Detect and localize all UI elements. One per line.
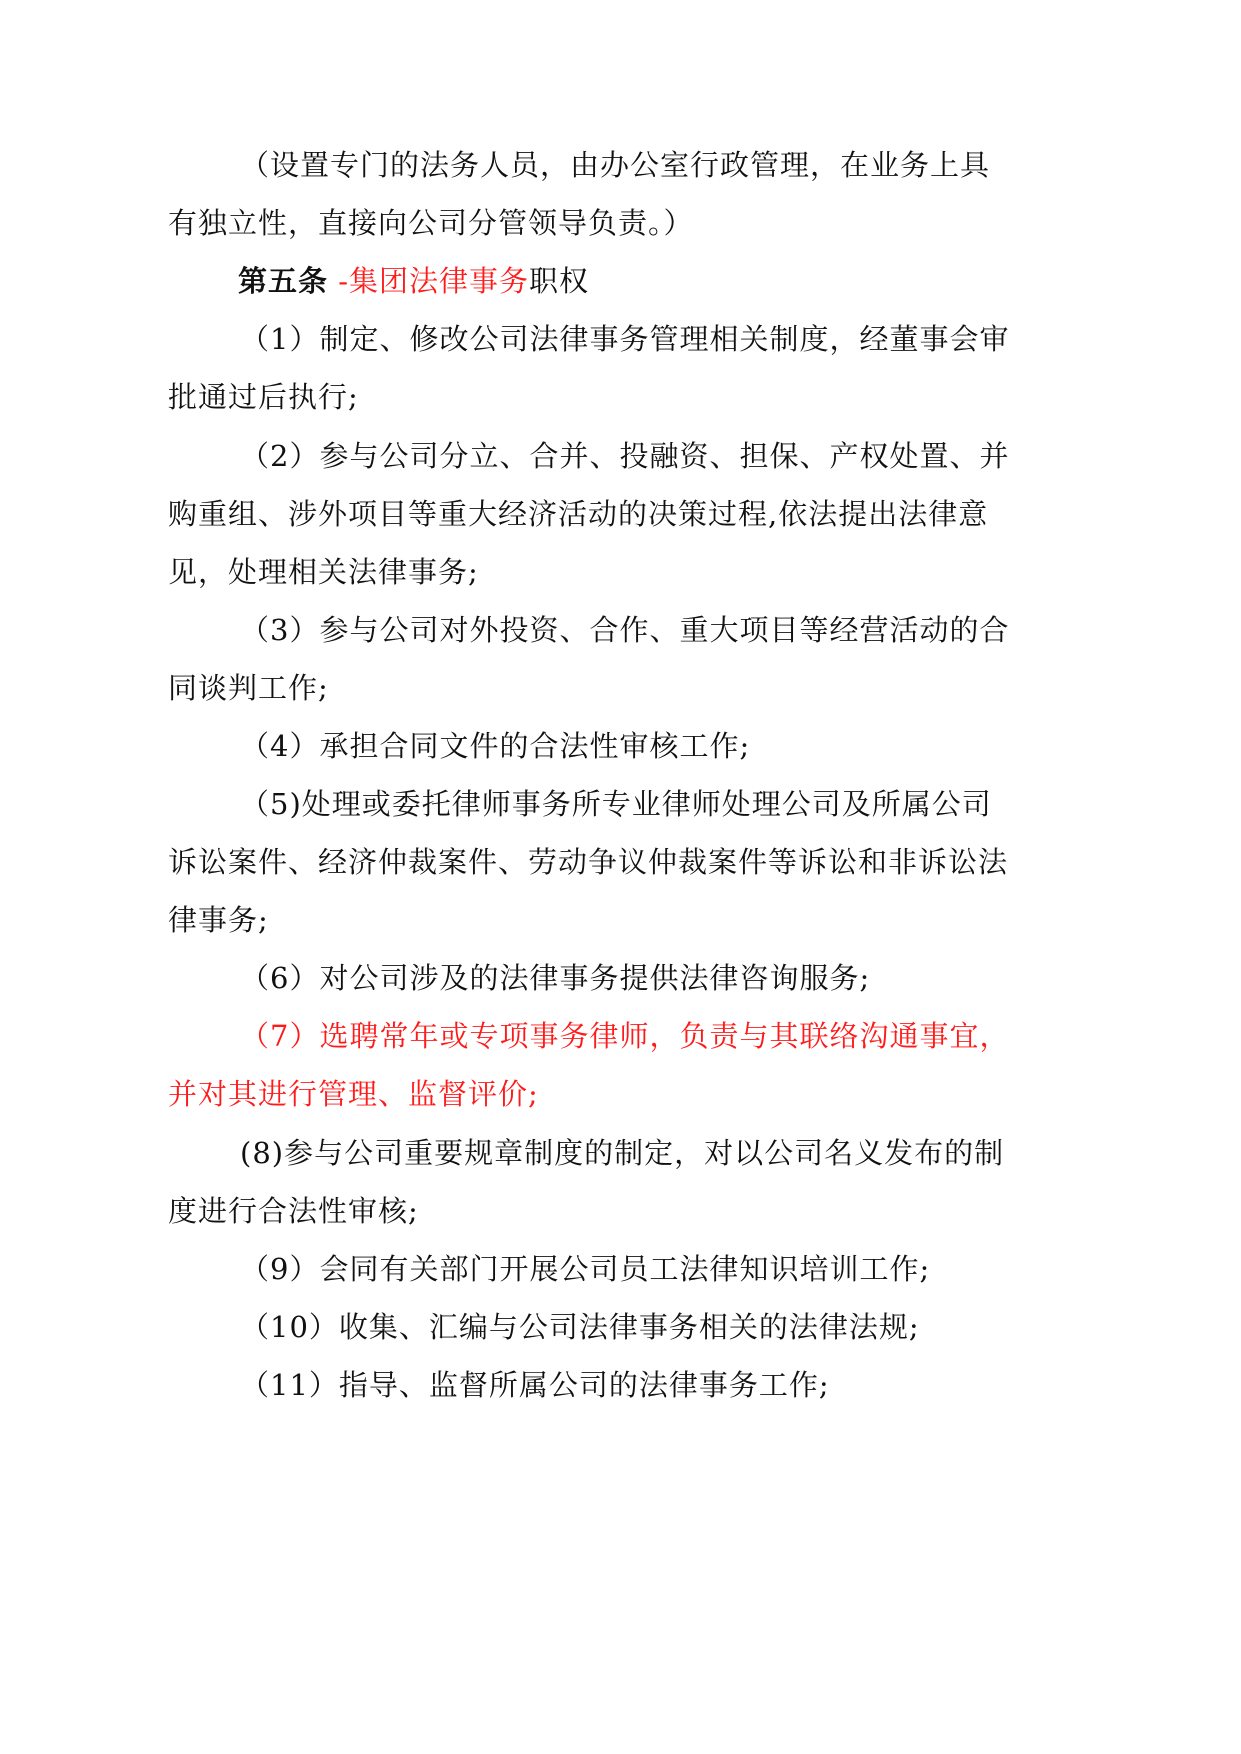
paragraph-line: （5)处理或委托律师事务所专业律师处理公司及所属公司 xyxy=(240,787,992,821)
paragraph-line: 同谈判工作; xyxy=(168,671,329,705)
paragraph-line: 购重组、涉外项目等重大经济活动的决策过程,依法提出法律意 xyxy=(168,497,989,531)
paragraph-line: 律事务; xyxy=(168,903,269,937)
paragraph-line: （10）收集、汇编与公司法律事务相关的法律法规; xyxy=(240,1310,920,1344)
paragraph-line: （6）对公司涉及的法律事务提供法律咨询服务; xyxy=(240,961,871,995)
article-heading xyxy=(238,261,589,301)
paragraph-line: （2）参与公司分立、合并、投融资、担保、产权处置、并 xyxy=(240,439,1010,473)
paragraph-line: 批通过后执行; xyxy=(168,380,359,414)
paragraph-line: 诉讼案件、经济仲裁案件、劳动争议仲裁案件等诉讼和非诉讼法 xyxy=(168,845,1009,879)
paragraph-line: 有独立性，直接向公司分管领导负责。） xyxy=(168,206,694,240)
paragraph-line: （4）承担合同文件的合法性审核工作; xyxy=(240,729,751,763)
paragraph-line: （1）制定、修改公司法律事务管理相关制度，经董事会审 xyxy=(240,322,1010,356)
article-title-rest: 职权 xyxy=(529,264,590,298)
paragraph-line: （11）指导、监督所属公司的法律事务工作; xyxy=(240,1368,830,1402)
paragraph-line-highlight: 并对其进行管理、监督评价; xyxy=(168,1077,539,1111)
paragraph-line: （3）参与公司对外投资、合作、重大项目等经营活动的合 xyxy=(240,613,1010,647)
paragraph-line: （设置专门的法务人员，由办公室行政管理，在业务上具 xyxy=(240,148,991,182)
paragraph-line: （9）会同有关部门开展公司员工法律知识培训工作; xyxy=(240,1252,931,1286)
paragraph-line: 度进行合法性审核; xyxy=(168,1194,419,1228)
paragraph-line-highlight: （7）选聘常年或专项事务律师，负责与其联络沟通事宜， xyxy=(240,1019,1010,1053)
article-title-highlight: -集团法律事务 xyxy=(338,264,530,298)
paragraph-line: 见，处理相关法律事务; xyxy=(168,555,479,589)
article-number: 第五条 xyxy=(238,264,329,298)
paragraph-line: (8)参与公司重要规章制度的制定，对以公司名义发布的制 xyxy=(240,1136,1005,1170)
